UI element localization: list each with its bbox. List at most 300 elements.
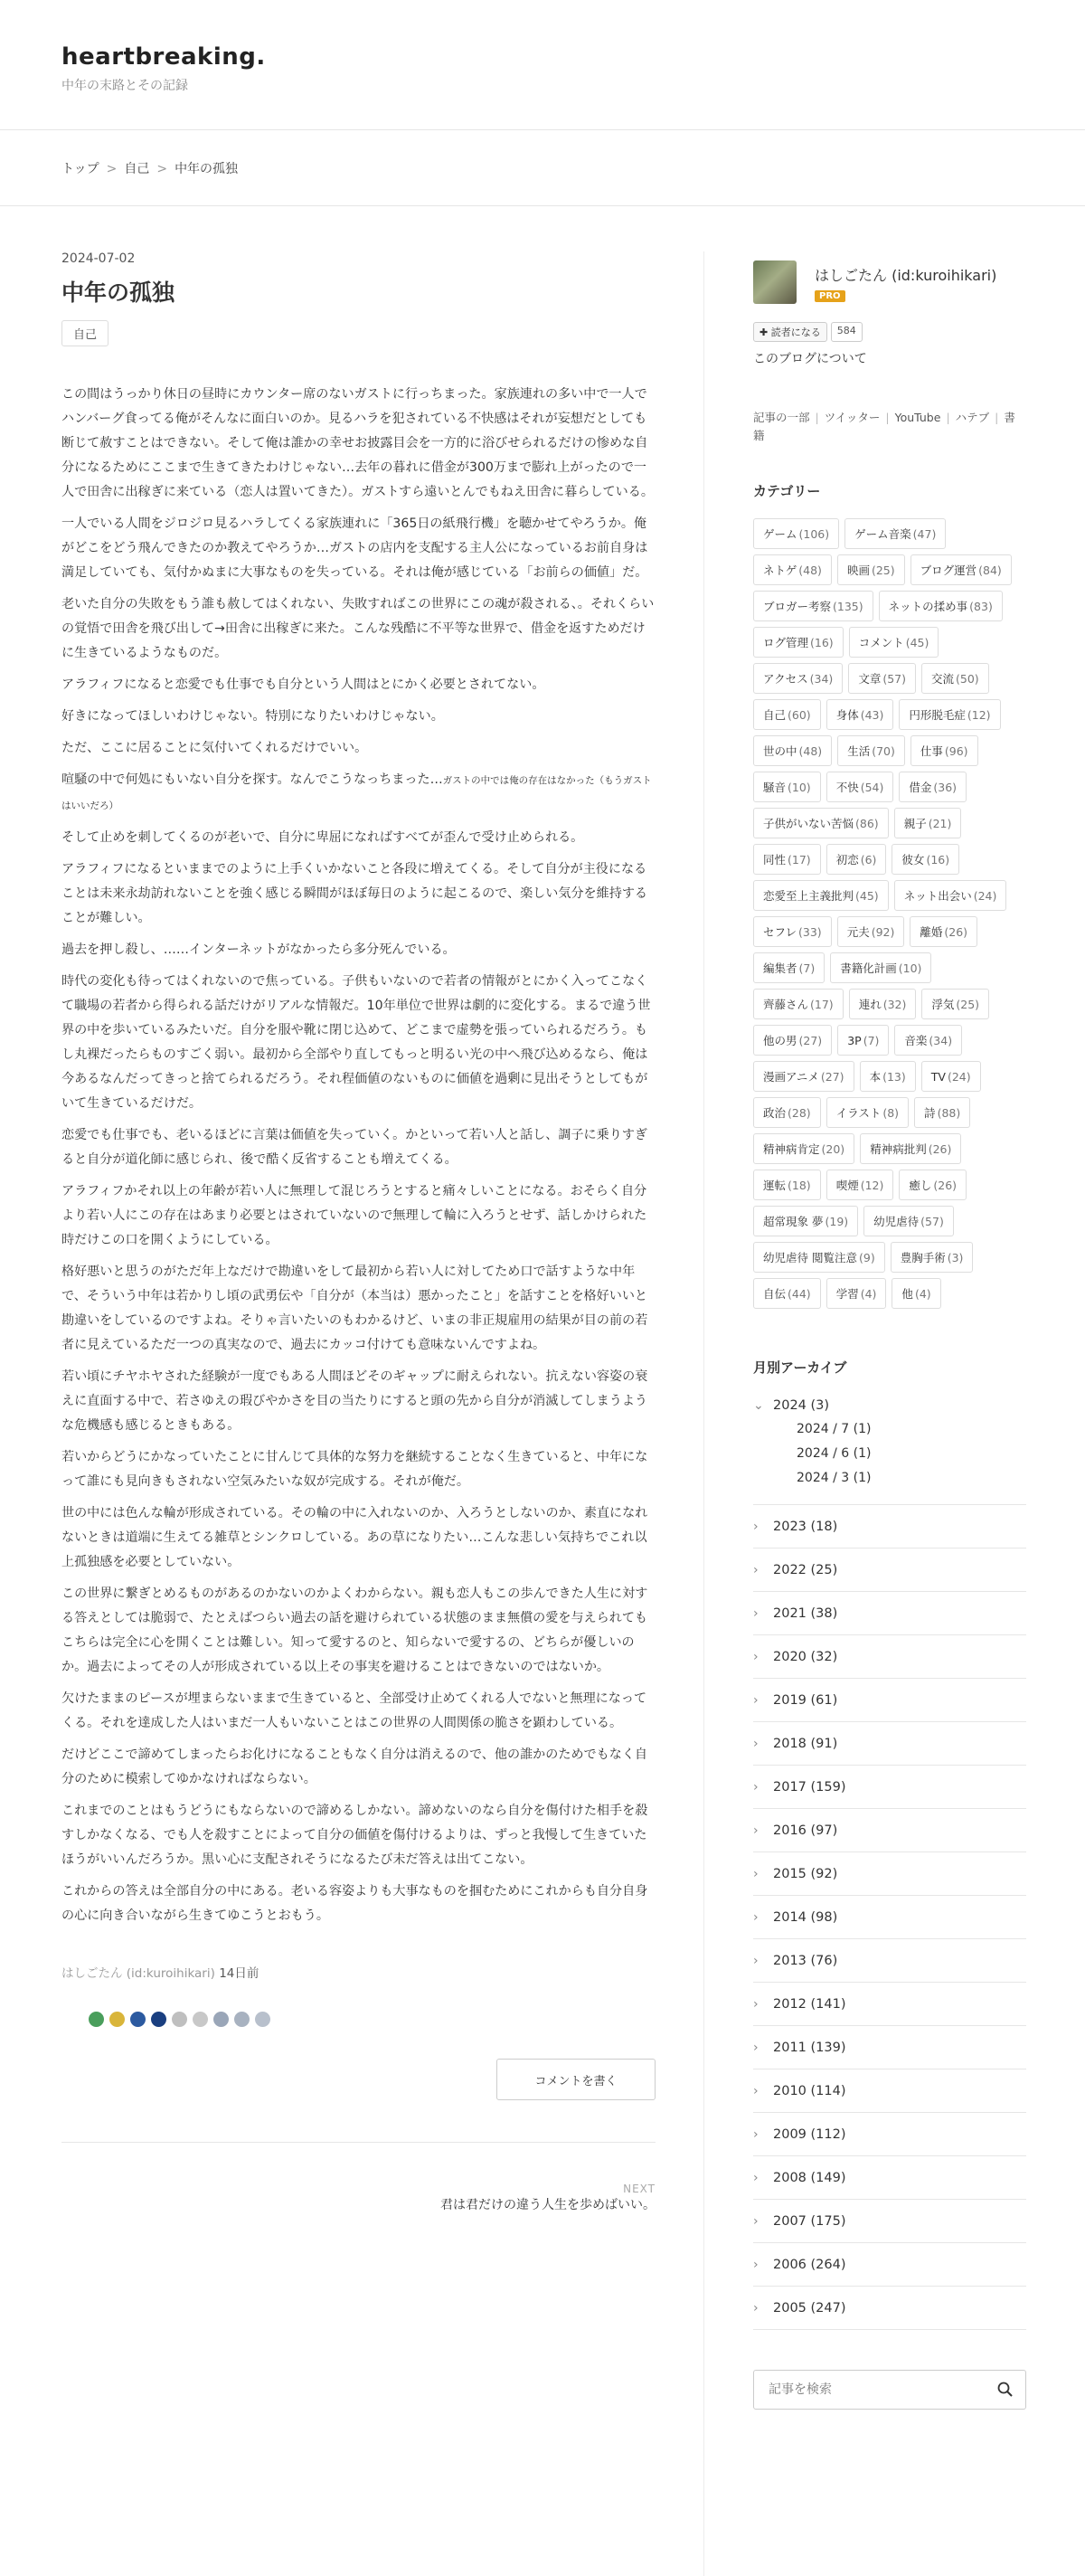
category-tag[interactable] bbox=[753, 952, 825, 983]
archive-year-label[interactable]: 2008 (149) bbox=[773, 2170, 846, 2185]
archive-year[interactable] bbox=[753, 1635, 1026, 1679]
paragraph: 若い頃にチヤホヤされた経験が一度でもある人間ほどそのギャップに耐えられない。抗えない容姿の衰えに直面する中で、若さゆえの瑕びやかさを目の当たりにすると頭の先から自分が消滅してしまうような危機感も感じるときもある。 bbox=[61, 1369, 648, 1433]
star-user-icon[interactable] bbox=[151, 2012, 166, 2027]
post-footer bbox=[61, 1963, 656, 1981]
category-count: (16) bbox=[926, 852, 950, 867]
archive-year-label[interactable]: 2016 (97) bbox=[773, 1823, 838, 1838]
breadcrumb-separator: > bbox=[106, 162, 118, 176]
archive-year-label[interactable]: 2007 (175) bbox=[773, 2213, 846, 2229]
archive-year-label[interactable]: 2014 (98) bbox=[773, 1909, 838, 1925]
category-label: TV bbox=[930, 1069, 946, 1084]
category-tag[interactable] bbox=[753, 591, 873, 621]
chevron-right-icon[interactable]: › bbox=[753, 1649, 759, 1664]
site-header bbox=[0, 0, 1085, 130]
category-tag[interactable] bbox=[894, 1025, 962, 1056]
archive-year-label[interactable]: 2015 (92) bbox=[773, 1866, 838, 1881]
category-count: (21) bbox=[928, 816, 952, 830]
post-category-tag[interactable]: 自己 bbox=[61, 320, 108, 346]
category-tag[interactable] bbox=[753, 880, 889, 911]
search-box bbox=[753, 2370, 1026, 2410]
chevron-right-icon[interactable]: › bbox=[753, 1996, 759, 2012]
category-label: 精神病批判 bbox=[870, 1142, 927, 1156]
category-tag[interactable] bbox=[826, 772, 894, 802]
pro-badge: PRO bbox=[815, 290, 845, 302]
archive-month[interactable]: 2024 / 7 (1) bbox=[797, 1422, 872, 1436]
category-count: (13) bbox=[882, 1069, 906, 1084]
search-input[interactable] bbox=[767, 2382, 966, 2398]
paragraph: アラフィフになるといままでのように上手くいかないこと各段に増えてくる。そして自分が主役になることは未来永劫訪れないことを強く感じる瞬間がほぼ毎日のように起こるので、楽しい気分を維持することが難しい。 bbox=[61, 862, 648, 925]
post-title[interactable]: 中年の孤独 bbox=[61, 279, 175, 306]
category-tag[interactable] bbox=[830, 952, 931, 983]
archive-year[interactable] bbox=[753, 1389, 1026, 1422]
author-link[interactable]: はしごたん (id:kuroihikari) bbox=[61, 1966, 215, 1981]
category-count: (48) bbox=[798, 743, 823, 758]
small-note: ガストの中では俺の存在はなかった（もうガストはいいだろ） bbox=[61, 775, 652, 811]
subscriber-count[interactable]: 584 bbox=[831, 322, 863, 342]
category-label: ネットの揉め事 bbox=[888, 600, 968, 613]
archive-year-label[interactable]: 2009 (112) bbox=[773, 2126, 846, 2142]
link-separator: | bbox=[946, 411, 950, 424]
category-tag[interactable] bbox=[910, 735, 978, 766]
category-tag[interactable] bbox=[826, 1097, 909, 1128]
category-tag[interactable] bbox=[753, 772, 821, 802]
chevron-right-icon[interactable]: › bbox=[753, 2300, 759, 2316]
site-description: 中年の末路とその記録 bbox=[61, 79, 188, 93]
category-label: 騒音 bbox=[763, 781, 787, 794]
category-label: 不快 bbox=[835, 781, 859, 794]
chevron-right-icon[interactable]: › bbox=[753, 1823, 759, 1838]
paragraph bbox=[61, 768, 656, 819]
category-label: 彼女 bbox=[901, 853, 925, 867]
category-count: (10) bbox=[898, 961, 922, 975]
category-count: (24) bbox=[947, 1069, 971, 1084]
category-count: (86) bbox=[855, 816, 879, 830]
category-tag[interactable] bbox=[753, 735, 832, 766]
category-label: 元夫 bbox=[846, 925, 870, 939]
archive-list bbox=[753, 1389, 1026, 2330]
category-count: (26) bbox=[928, 1141, 952, 1156]
category-label: ネット出会い bbox=[903, 889, 972, 903]
category-label: 幼児虐待 閲覧注意 bbox=[763, 1251, 857, 1264]
profile-name[interactable]: はしごたん (id:kuroihikari) bbox=[815, 267, 997, 284]
category-tag[interactable] bbox=[899, 772, 967, 802]
star-user-icon[interactable] bbox=[130, 2012, 146, 2027]
category-label: コメント bbox=[858, 636, 904, 649]
article bbox=[61, 206, 656, 2213]
category-count: (27) bbox=[798, 1033, 823, 1047]
chevron-right-icon[interactable]: › bbox=[753, 1562, 759, 1577]
archive-years bbox=[753, 1505, 1026, 2330]
category-label: 自己 bbox=[763, 708, 787, 722]
category-tag[interactable] bbox=[860, 1133, 961, 1164]
category-label: 離婚 bbox=[920, 925, 943, 939]
paragraph: 恋愛でも仕事でも、老いるほどに言葉は価値を失っていく。かといって若い人と話し、調子に乗りすぎると自分が道化師に感じられ、後で酷く反省することも増えてくる。 bbox=[61, 1128, 648, 1167]
category-tag[interactable] bbox=[753, 627, 844, 658]
category-tag[interactable] bbox=[910, 554, 1012, 585]
paragraph: この間はうっかり休日の昼時にカウンター席のないガストに行っちまった。家族連れの多い中で一人でハンバーグ食ってる俺がそんなに面白いのか。見るハラを犯されている不快感はそれが妄想だとしても断じて赦すことはできない。そして俺は誰かの幸せお披露目会を一方的に浴びせられるだけの惨めな自分になるためにここまで生きてきたわけじゃない…去年の暮れに借金が300万まで膨れ上がったので一人で田舎に出稼ぎに来ている（恋人は置いてきた）。ガストすら遠いとんでもねえ田舎に暮らしている。 bbox=[61, 387, 654, 499]
category-tag[interactable] bbox=[753, 1242, 885, 1273]
archive-year[interactable] bbox=[753, 2069, 1026, 2113]
category-label: 政治 bbox=[763, 1106, 787, 1120]
search-icon[interactable] bbox=[996, 2381, 1014, 2399]
archive-month[interactable]: 2024 / 3 (1) bbox=[797, 1471, 872, 1485]
category-label: ゲーム音楽 bbox=[854, 527, 911, 541]
category-count: (47) bbox=[912, 526, 937, 541]
star-user-icon[interactable] bbox=[193, 2012, 208, 2027]
paragraph: そして止めを刺してくるのが老いで、自分に卑屈になればすべてが歪んで受け止められる。 bbox=[61, 830, 584, 845]
link-separator: | bbox=[885, 411, 890, 424]
archive-year-label[interactable]: 2006 (264) bbox=[773, 2257, 846, 2272]
archive-year[interactable] bbox=[753, 2200, 1026, 2243]
chevron-right-icon[interactable]: › bbox=[753, 1692, 759, 1708]
category-count: (135) bbox=[833, 599, 863, 613]
category-tag[interactable] bbox=[879, 591, 1003, 621]
star-user-icon[interactable] bbox=[172, 2012, 187, 2027]
post-date[interactable]: 2024-07-02 bbox=[61, 251, 136, 266]
divider bbox=[61, 2142, 656, 2143]
category-label: 子供がいない苦悩 bbox=[763, 817, 854, 830]
category-count: (3) bbox=[947, 1250, 964, 1264]
archive-year[interactable] bbox=[753, 1548, 1026, 1592]
archive-year[interactable] bbox=[753, 1896, 1026, 1939]
category-count: (25) bbox=[956, 997, 980, 1011]
paragraph: 若いからどうにかなっていたことに甘んじて具体的な努力を継続することなく生きていると、中年になって誰にも見向きもされない空気みたいな奴が完成する。それが俺だ。 bbox=[61, 1450, 648, 1489]
category-label: 交流 bbox=[931, 672, 955, 686]
paragraph: 老いた自分の失敗をもう誰も赦してはくれない、失敗すればこの世界にこの魂が殺される、。それくらいの覚悟で田舎を飛び出して→田舎に出稼ぎに来た。こんな残酷に不平等な世界で、借金を返すためだけに生きているようなものだ。 bbox=[61, 597, 655, 660]
paragraph: これまでのことはもうどうにもならないので諦めるしかない。諦めないのなら自分を傷付けた相手を殺すしかなくなる、でも人を殺すことによって自分の価値を傷付けるよりは、ずっと我慢して生きていたほうがいいんだろうか。黒い心に支配されそうになるたび未だ答えは出てこない。 bbox=[61, 1804, 648, 1867]
category-tag[interactable] bbox=[837, 554, 905, 585]
next-post-link[interactable]: 君は君だけの違う人生を歩めばいい。 bbox=[440, 2198, 656, 2212]
about-blog-link[interactable]: このブログについて bbox=[753, 352, 867, 366]
profile bbox=[753, 260, 1026, 304]
post-body bbox=[61, 383, 656, 1928]
chevron-right-icon[interactable]: › bbox=[753, 2213, 759, 2229]
category-tag[interactable] bbox=[844, 518, 946, 549]
hatena-stars bbox=[89, 2012, 656, 2031]
category-tag[interactable] bbox=[849, 989, 917, 1019]
category-count: (50) bbox=[956, 671, 979, 686]
archive-year[interactable] bbox=[753, 2026, 1026, 2069]
chevron-right-icon[interactable]: › bbox=[753, 2170, 759, 2185]
category-tag[interactable] bbox=[910, 916, 977, 947]
category-count: (60) bbox=[788, 707, 811, 722]
category-label: 連れ bbox=[858, 998, 882, 1011]
category-count: (54) bbox=[860, 780, 884, 794]
category-label: 親子 bbox=[903, 817, 927, 830]
page-container bbox=[0, 206, 1085, 2316]
category-tag[interactable] bbox=[753, 1061, 854, 1092]
sidebar-links bbox=[753, 409, 1026, 445]
archive-year[interactable] bbox=[753, 2287, 1026, 2330]
category-count: (7) bbox=[798, 961, 816, 975]
category-count: (44) bbox=[788, 1286, 811, 1301]
category-label: 本 bbox=[869, 1070, 882, 1084]
category-tag[interactable] bbox=[921, 663, 989, 694]
avatar[interactable] bbox=[753, 260, 797, 304]
category-tag[interactable] bbox=[826, 844, 887, 875]
category-tag[interactable] bbox=[753, 699, 821, 730]
categories-title: カテゴリー bbox=[753, 483, 821, 499]
subscribe-button[interactable]: ✚ 読者になる bbox=[753, 322, 827, 342]
category-count: (8) bbox=[882, 1105, 900, 1120]
category-tag[interactable] bbox=[826, 1170, 894, 1200]
category-count: (48) bbox=[798, 563, 822, 577]
category-count: (43) bbox=[860, 707, 884, 722]
category-label: 世の中 bbox=[763, 744, 797, 758]
category-tag[interactable] bbox=[753, 518, 839, 549]
star-user-icon[interactable] bbox=[89, 2012, 104, 2027]
archive-year-label[interactable]: 2013 (76) bbox=[773, 1953, 838, 1968]
category-tag[interactable] bbox=[753, 1278, 821, 1309]
category-count: (10) bbox=[788, 780, 811, 794]
archive-year-label[interactable]: 2022 (25) bbox=[773, 1562, 838, 1577]
chevron-right-icon[interactable]: › bbox=[753, 1909, 759, 1925]
category-label: 他 bbox=[901, 1287, 913, 1301]
category-tag[interactable] bbox=[899, 1170, 967, 1200]
category-label: ゲーム bbox=[763, 527, 797, 541]
category-label: ログ管理 bbox=[763, 636, 809, 649]
paragraph: アラフィフかそれ以上の年齢が若い人に無理して混じろうとすると痛々しいことになる。おそらく自分より若い人にこの存在はあまり必要とはされていないので無理して輪に入ろうとせず、話しかけられた時だけこの口を開くようにしている。 bbox=[61, 1184, 647, 1247]
category-count: (27) bbox=[820, 1069, 844, 1084]
category-count: (12) bbox=[860, 1178, 884, 1192]
category-count: (24) bbox=[973, 888, 997, 903]
category-count: (16) bbox=[810, 635, 834, 649]
archive-year-label[interactable]: 2005 (247) bbox=[773, 2300, 846, 2316]
chevron-right-icon[interactable]: › bbox=[753, 2040, 759, 2055]
star-user-icon[interactable] bbox=[213, 2012, 229, 2027]
comment-area bbox=[61, 2059, 656, 2100]
category-label: 音楽 bbox=[904, 1034, 928, 1047]
link-separator: | bbox=[815, 411, 819, 424]
category-count: (12) bbox=[967, 707, 991, 722]
category-count: (96) bbox=[944, 743, 968, 758]
chevron-right-icon[interactable]: › bbox=[753, 1605, 759, 1621]
paragraph: これからの答えは全部自分の中にある。老いる容姿よりも大事なものを掴むためにこれからも自分自身の心に向き合いながら生きてゆこうとおもう。 bbox=[61, 1884, 648, 1923]
paragraph: 過去を押し殺し、……インターネットがなかったら多分死んでいる。 bbox=[61, 942, 456, 957]
category-count: (45) bbox=[855, 888, 879, 903]
category-count: (36) bbox=[933, 780, 958, 794]
category-tag[interactable] bbox=[826, 1278, 887, 1309]
category-label: 詩 bbox=[924, 1106, 936, 1120]
category-tag[interactable] bbox=[753, 1133, 854, 1164]
category-count: (7) bbox=[863, 1033, 880, 1047]
chevron-right-icon[interactable]: › bbox=[753, 1519, 759, 1534]
star-user-icon[interactable] bbox=[109, 2012, 125, 2027]
category-label: 他の男 bbox=[763, 1034, 797, 1047]
category-tag[interactable] bbox=[753, 1170, 821, 1200]
column-divider bbox=[703, 251, 704, 2576]
archive-year[interactable] bbox=[753, 2113, 1026, 2156]
category-tag[interactable] bbox=[753, 663, 843, 694]
category-tag[interactable] bbox=[860, 1061, 916, 1092]
category-tag[interactable] bbox=[837, 1025, 889, 1056]
archive-year-label[interactable]: 2021 (38) bbox=[773, 1605, 838, 1621]
category-tag[interactable] bbox=[914, 1097, 970, 1128]
category-count: (26) bbox=[933, 1178, 958, 1192]
chevron-right-icon[interactable]: › bbox=[753, 1736, 759, 1751]
category-tag[interactable] bbox=[899, 699, 1000, 730]
link-item[interactable]: 記事の一部 bbox=[753, 411, 810, 424]
category-count: (32) bbox=[882, 997, 907, 1011]
category-tag[interactable] bbox=[753, 844, 821, 875]
category-tag[interactable] bbox=[921, 989, 989, 1019]
archive-year-open bbox=[753, 1389, 1026, 1505]
category-tag[interactable] bbox=[891, 1242, 974, 1273]
category-label: 精神病肯定 bbox=[763, 1142, 820, 1156]
archive-year[interactable] bbox=[753, 1939, 1026, 1983]
link-book[interactable]: 書籍 bbox=[753, 411, 1015, 442]
archive-year-label[interactable]: 2012 (141) bbox=[773, 1996, 846, 2012]
chevron-right-icon[interactable]: › bbox=[753, 1866, 759, 1881]
category-label: 借金 bbox=[909, 781, 932, 794]
category-label: 文章 bbox=[858, 672, 882, 686]
breadcrumb-current: 中年の孤独 bbox=[175, 162, 239, 176]
category-tag[interactable] bbox=[849, 627, 939, 658]
archive-title: 月別アーカイブ bbox=[753, 1359, 847, 1376]
sidebar bbox=[753, 260, 1026, 2410]
star-user-icon[interactable] bbox=[234, 2012, 250, 2027]
archive-year[interactable] bbox=[753, 1983, 1026, 2026]
category-tag[interactable] bbox=[894, 808, 962, 838]
paragraph: だけどここで諦めてしまったらお化けになることもなく自分は消えるので、他の誰かのためでもなく自分のために模索してゆかなければならない。 bbox=[61, 1747, 648, 1786]
breadcrumb bbox=[0, 130, 1085, 206]
category-tag[interactable] bbox=[837, 735, 905, 766]
category-label: ネトゲ bbox=[763, 564, 797, 577]
archive-year-label[interactable]: 2023 (18) bbox=[773, 1519, 838, 1534]
category-count: (4) bbox=[860, 1286, 877, 1301]
link-hatebu[interactable]: ハテブ bbox=[955, 411, 990, 424]
category-count: (84) bbox=[978, 563, 1002, 577]
category-count: (34) bbox=[809, 671, 834, 686]
category-tag[interactable] bbox=[894, 880, 1007, 911]
pager bbox=[61, 2183, 656, 2213]
next-label: NEXT bbox=[623, 2183, 656, 2195]
category-label: アクセス bbox=[763, 672, 808, 686]
category-tag[interactable] bbox=[837, 916, 905, 947]
post-time-ago[interactable]: 14日前 bbox=[219, 1966, 259, 1981]
archive-year[interactable] bbox=[753, 1505, 1026, 1548]
breadcrumb-separator: > bbox=[156, 162, 168, 176]
archive-year[interactable] bbox=[753, 1809, 1026, 1852]
category-tag[interactable] bbox=[753, 1025, 832, 1056]
breadcrumb-top[interactable]: トップ bbox=[61, 162, 99, 176]
paragraph: アラフィフになると恋愛でも仕事でも自分という人間はとにかく必要とされてない。 bbox=[61, 677, 545, 692]
archive-year[interactable] bbox=[753, 1766, 1026, 1809]
category-label: 仕事 bbox=[920, 744, 943, 758]
category-tag[interactable] bbox=[892, 844, 959, 875]
star-user-icon[interactable] bbox=[255, 2012, 270, 2027]
category-label: 書籍化計画 bbox=[840, 961, 897, 975]
paragraph: ただ、ここに居ることに気付いてくれるだけでいい。 bbox=[61, 741, 368, 755]
category-label: 癒し bbox=[909, 1179, 932, 1192]
category-label: 身体 bbox=[835, 708, 859, 722]
site-title[interactable]: heartbreaking. bbox=[61, 43, 266, 71]
category-tag[interactable] bbox=[753, 1206, 858, 1236]
paragraph: 好きになってほしいわけじゃない。特別になりたいわけじゃない。 bbox=[61, 709, 444, 724]
category-label: 漫画アニメ bbox=[763, 1070, 819, 1084]
category-count: (33) bbox=[798, 924, 822, 939]
archive-year-label[interactable]: 2010 (114) bbox=[773, 2083, 846, 2098]
link-youtube[interactable]: YouTube bbox=[894, 411, 941, 424]
category-label: ブロガー考察 bbox=[763, 600, 832, 613]
category-label: 喫煙 bbox=[835, 1179, 859, 1192]
category-label: 3P bbox=[847, 1033, 862, 1047]
category-tag[interactable] bbox=[921, 1061, 981, 1092]
chevron-right-icon[interactable]: › bbox=[753, 1953, 759, 1968]
archive-year[interactable] bbox=[753, 1679, 1026, 1722]
chevron-right-icon[interactable]: › bbox=[753, 1779, 759, 1795]
archive-year-label[interactable]: 2020 (32) bbox=[773, 1649, 838, 1664]
category-count: (19) bbox=[825, 1214, 849, 1228]
archive-year[interactable] bbox=[753, 2156, 1026, 2200]
category-tag[interactable] bbox=[892, 1278, 940, 1309]
category-label: 生活 bbox=[847, 744, 871, 758]
category-list bbox=[753, 518, 1024, 1309]
chevron-down-icon[interactable]: ⌄ bbox=[753, 1398, 764, 1413]
category-count: (57) bbox=[920, 1214, 944, 1228]
chevron-right-icon[interactable]: › bbox=[753, 2126, 759, 2142]
category-count: (17) bbox=[788, 852, 811, 867]
category-count: (25) bbox=[871, 563, 895, 577]
category-count: (106) bbox=[798, 526, 830, 541]
paragraph: 時代の変化も待ってはくれないので焦っている。子供もいないので若者の情報がとにかく入ってこなくて職場の若者から得られる話だけがリアルな情報だ。10年単位で世界は劇的に変化する。まるで違う世界の中を歩いているみたいだ。自分を服や靴に閉じ込めて、どこまで虚勢を張っていられるだろう。もし丸裸だったらものすごく弱い。最初から全部やり直してもっと明るい光の中へ飛び込めるなら、俺は今あるなんだってきっと捨てられるだろう。それ程価値のないものに価値を過剰に見出そうとしてもがいて生きているだけだ。 bbox=[61, 974, 651, 1111]
category-label: 円形脱毛症 bbox=[909, 708, 966, 722]
chevron-right-icon[interactable]: › bbox=[753, 2083, 759, 2098]
category-tag[interactable] bbox=[753, 554, 832, 585]
category-count: (18) bbox=[788, 1178, 811, 1192]
archive-year-label[interactable]: 2019 (61) bbox=[773, 1692, 838, 1708]
category-tag[interactable] bbox=[753, 989, 844, 1019]
archive-year[interactable] bbox=[753, 1592, 1026, 1635]
category-tag[interactable] bbox=[863, 1206, 954, 1236]
archive-month[interactable]: 2024 / 6 (1) bbox=[797, 1446, 872, 1461]
category-tag[interactable] bbox=[753, 1097, 821, 1128]
category-label: 幼児虐待 bbox=[873, 1215, 920, 1228]
category-tag[interactable] bbox=[826, 699, 894, 730]
profile-info bbox=[815, 260, 996, 302]
write-comment-button[interactable]: コメントを書く bbox=[496, 2059, 656, 2100]
category-label: 恋愛至上主義批判 bbox=[763, 889, 854, 903]
category-count: (28) bbox=[788, 1105, 811, 1120]
category-count: (88) bbox=[937, 1105, 961, 1120]
category-tag[interactable] bbox=[848, 663, 916, 694]
archive-year[interactable] bbox=[753, 1722, 1026, 1766]
paragraph: 格好悪いと思うのがただ年上なだけで勘違いをして最初から若い人に対してため口で話すような中年で、そういう中年は若かりし頃の武勇伝や「自分が（本当は）悪かったこと」を話すことを格好いいと勘違いをしているのですよね。そりゃ言いたいのもわかるけど、いまの非正規雇用の結果が目の前の若者に見えているただ一つの真実なので、過去にカッコ付けても意味ないんですよね。 bbox=[61, 1264, 648, 1352]
category-label: 同性 bbox=[763, 853, 787, 867]
archive-year-label[interactable]: 2011 (139) bbox=[773, 2040, 846, 2055]
link-twitter[interactable]: ツイッター bbox=[824, 411, 881, 424]
category-tag[interactable] bbox=[753, 916, 832, 947]
category-count: (83) bbox=[969, 599, 993, 613]
category-count: (9) bbox=[858, 1250, 875, 1264]
archive-year[interactable] bbox=[753, 1852, 1026, 1896]
chevron-right-icon[interactable]: › bbox=[753, 2257, 759, 2272]
category-count: (45) bbox=[905, 635, 929, 649]
category-tag[interactable] bbox=[753, 808, 889, 838]
archive-year-label[interactable]: 2024 (3) bbox=[773, 1398, 830, 1413]
paragraph: この世界に繋ぎとめるものがあるのかないのかよくわからない。親も恋人もこの歩んできた人生に対する答えとしては脆弱で、たとえばつらい過去の話を避けられている状態のまま無償の愛を与えられてもこちらは完全に心を開くことは難しい。知って愛するのと、知らないで愛するの、どちらが優しいのか。過去によってその人が形成されている以上その事実を避けることはできないのではないか。 bbox=[61, 1586, 648, 1674]
category-count: (6) bbox=[860, 852, 877, 867]
archive-year[interactable] bbox=[753, 2243, 1026, 2287]
breadcrumb-category[interactable]: 自己 bbox=[124, 162, 150, 176]
category-count: (20) bbox=[821, 1141, 845, 1156]
category-count: (34) bbox=[929, 1033, 953, 1047]
category-label: 学習 bbox=[835, 1287, 859, 1301]
archive-year-label[interactable]: 2018 (91) bbox=[773, 1736, 838, 1751]
paragraph: 一人でいる人間をジロジロ見るハラしてくる家族連れに「365日の紙飛行機」を聴かせてやろうか。俺がどこをどう飛んできたのか教えてやろうか…ガストの店内を支配する主人公になっているお前自身は満足していても、気付かぬまに大事なものを失っている。それは俺が感じている「お前らの価値」だ。 bbox=[61, 516, 648, 580]
archive-year-label[interactable]: 2017 (159) bbox=[773, 1779, 846, 1795]
category-label: 運転 bbox=[763, 1179, 787, 1192]
